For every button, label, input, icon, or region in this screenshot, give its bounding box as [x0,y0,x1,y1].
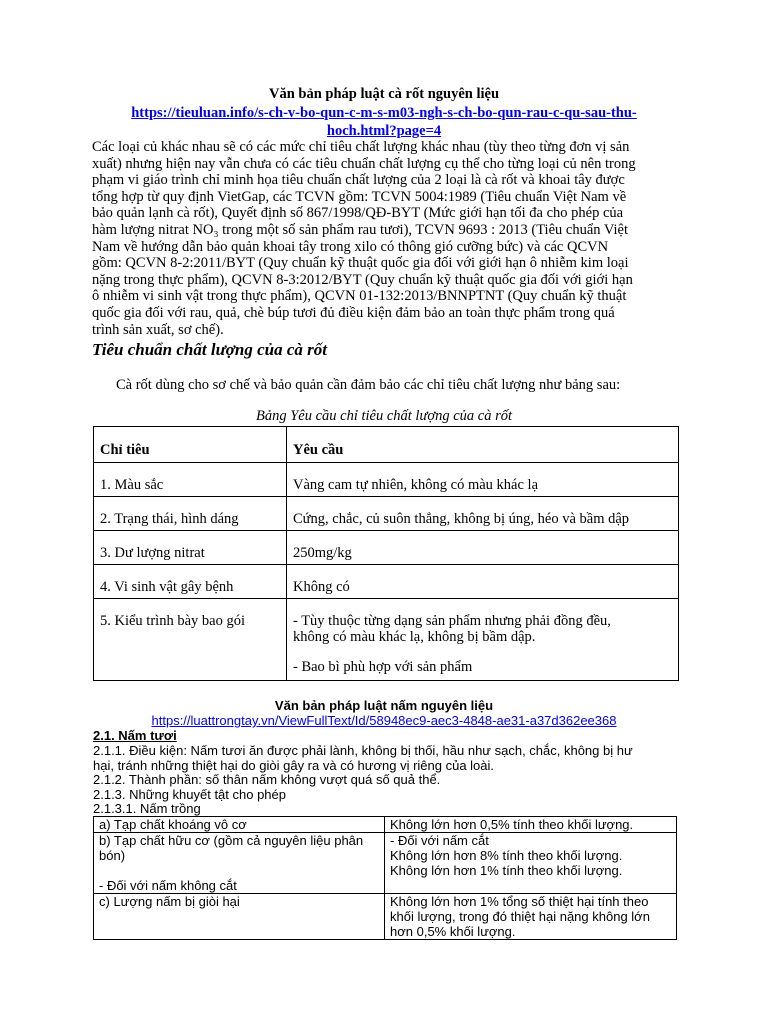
paragraph-line: hàm lượng nitrat NO₃ trong một số sản phẩm rau tươi), TCVN 9693 : 2013 (Tiêu chuẩn Việt [92,221,628,238]
source-link-line-1[interactable]: https://tieuluan.info/s-ch-v-bo-qun-c-m-s-m03-ngh-s-ch-bo-qun-rau-c-qu-sau-thu- [131,105,637,121]
requirement-cell [287,599,679,681]
paragraph-line: Các loại củ khác nhau sẽ có các mức chỉ tiêu chất lượng khác nhau (tùy theo từng đơn vị sản [92,139,630,155]
criterion-cell: 4. Vi sinh vật gây bệnh [94,565,287,599]
document-title-2: Văn bản pháp luật nấm nguyên liệu [274,698,494,713]
table-intro: Cà rốt dùng cho sơ chế và bảo quản cần đảm bảo các chỉ tiêu chất lượng như bảng sau: [116,377,621,393]
limit-line: Không lớn hơn 8% tính theo khối lượng. [390,848,623,863]
limit-cell: Không lớn hơn 0,5% tính theo khối lượng. [385,817,677,833]
table-row [94,531,679,565]
requirement-line: không có màu khác lạ, không bị bầm dập. [293,629,536,645]
limit-line: khối lượng, trong đó thiệt hại nặng không lớn [390,909,650,924]
clause-line: hại, tránh những thiệt hại do giòi gây ra và có hương vị riêng của loài. [93,758,495,773]
source-link-2[interactable]: https://luattrongtay.vn/ViewFullText/Id/58948ec9-aec3-4848-ae31-a37d362ee368 [151,713,617,728]
mushroom-defects-table [93,816,677,940]
requirement-cell: 250mg/kg [287,531,679,565]
table-row [94,565,679,599]
criterion-cell: 5. Kiểu trình bày bao gói [94,599,287,681]
requirement-cell: Cứng, chắc, củ suôn thẳng, không bị úng, héo và bầm dập [287,497,679,531]
defect-cell: a) Tạp chất khoáng vô cơ [94,817,385,833]
limit-cell [385,894,677,940]
limit-line: - Đối với nấm cắt [390,833,489,848]
carrot-quality-table [93,426,679,681]
paragraph-line: trình sản xuất, sơ chế). [92,321,224,338]
table-row [94,497,679,531]
paragraph-line: bảo quản lạnh cà rốt), Quyết định số 867/1998/QĐ-BYT (Mức giới hạn tối đa cho phép của [92,205,624,222]
requirement-cell: Không có [287,565,679,599]
limit-line: Không lớn hơn 1% tổng số thiệt hại tính theo [390,894,649,909]
paragraph-line: nặng trong thực phẩm), QCVN 8-3:2012/BYT (Quy chuẩn kỹ thuật quốc gia đối với giới hạn [92,271,633,288]
table-row [94,599,679,681]
limit-cell [385,833,677,894]
paragraph-line: tổng hợp từ quy định VietGap, các TCVN gồm: TCVN 5004:1989 (Tiêu chuẩn Việt Nam về [92,188,627,205]
defect-line: b) Tạp chất hữu cơ (gồm cả nguyên liệu phân [99,833,364,848]
requirement-line: - Tùy thuộc từng dạng sản phẩm nhưng phải đồng đều, [293,613,611,629]
clause-2-1-1 [93,743,683,773]
section-heading: Tiêu chuẩn chất lượng của cà rốt [92,340,327,359]
clause-2-1-3: 2.1.3. Những khuyết tật cho phép [93,787,287,802]
criterion-cell: 1. Màu sắc [94,463,287,497]
table-header-row [94,427,679,463]
header-criterion: Chỉ tiêu [94,427,287,463]
defect-line: bón) [99,848,126,863]
section-number-heading: 2.1. Nấm tươi [93,728,177,743]
paragraph-line: phạm vi giáo trình chỉ minh họa tiêu chuẩn chất lượng của 2 loại là cà rốt và khoai tây được [92,172,625,189]
source-link-line-2[interactable]: hoch.html?page=4 [326,123,442,139]
table-caption: Bảng Yêu cầu chỉ tiêu chất lượng của cà rốt [255,408,513,424]
requirement-line: - Bao bì phù hợp với sản phẩm [293,659,473,675]
requirement-cell: Vàng cam tự nhiên, không có màu khác lạ [287,463,679,497]
source-link[interactable] [100,104,668,140]
defect-line: - Đối với nấm không cắt [99,878,237,893]
document-title: Văn bản pháp luật cà rốt nguyên liệu [268,86,500,102]
clause-2-1-2: 2.1.2. Thành phần: số thân nấm không vượt quá số quả thể. [93,772,441,787]
clause-2-1-3-1: 2.1.3.1. Nấm trồng [93,801,201,816]
table-row [94,894,677,940]
table-row [94,833,677,894]
table-row [94,817,677,833]
defect-cell: c) Lượng nấm bị giòi hại [94,894,385,940]
paragraph-line: xuất) nhưng hiện nay vẫn chưa có các tiêu chuẩn chất lượng cụ thể cho từng loại củ nên trong [92,155,636,172]
criterion-cell: 3. Dư lượng nitrat [94,531,287,565]
header-requirement: Yêu cầu [287,427,679,463]
paragraph-line: Nam về hướng dẫn bảo quản khoai tây trong xilo có thông gió cưỡng bức) và các QCVN [92,238,609,255]
paragraph-line: gồm: QCVN 8-2:2011/BYT (Quy chuẩn kỹ thuật quốc gia đối với giới hạn ô nhiễm kim loại [92,255,629,272]
intro-paragraph [92,139,678,338]
table-row [94,463,679,497]
paragraph-line: ô nhiễm vi sinh vật trong thực phẩm), QCVN 01-132:2013/BNNPTNT (Quy chuẩn kỹ thuật [92,288,627,305]
clause-line: 2.1.1. Điều kiện: Nấm tươi ăn được phải lành, không bị thối, hầu như sạch, chắc, không bị hư [93,743,633,758]
criterion-cell: 2. Trạng thái, hình dáng [94,497,287,531]
defect-cell [94,833,385,894]
limit-line: hơn 0,5% khối lượng. [390,924,516,939]
paragraph-line: quốc gia đối với rau, quả, chè búp tươi đủ điều kiện đảm bảo an toàn thực phẩm trong quá [92,304,615,321]
limit-line: Không lớn hơn 1% tính theo khối lượng. [390,863,623,878]
